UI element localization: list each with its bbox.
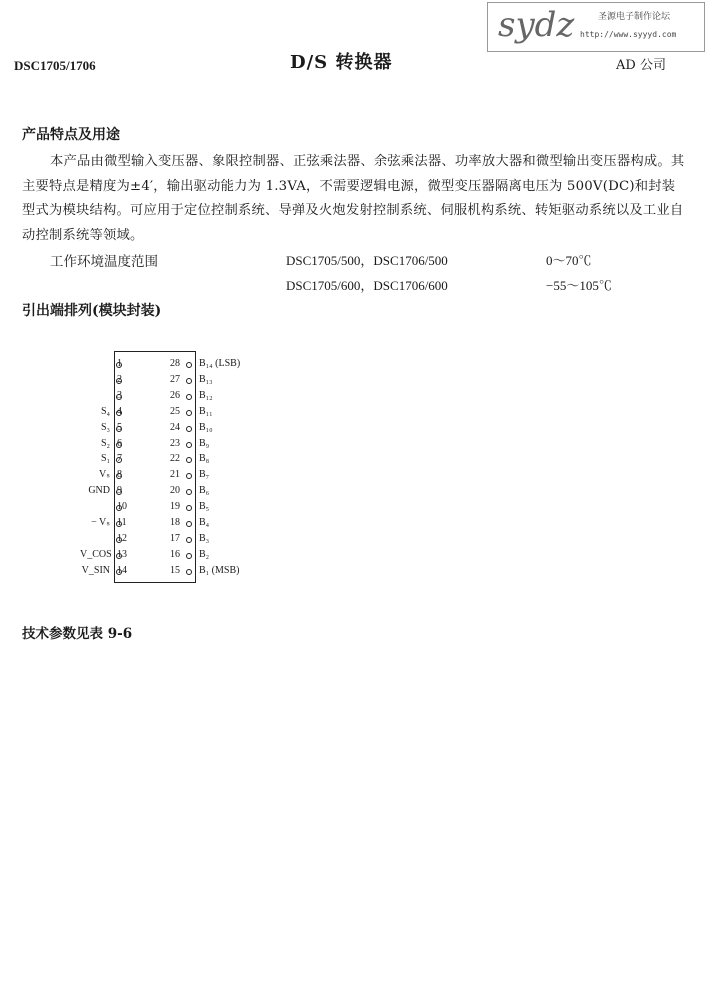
pin-circle-icon	[186, 553, 192, 559]
left-pin-number: 8	[117, 469, 122, 481]
pin-circle-icon	[186, 394, 192, 400]
left-pin-number: 3	[117, 389, 122, 401]
pin-circle-icon	[116, 553, 122, 559]
pin-circle-icon	[116, 362, 122, 368]
pin-circle-icon	[186, 378, 192, 384]
pin-circle-icon	[116, 569, 122, 575]
env-temp-label: 工作环境温度范围	[50, 254, 158, 270]
watermark-name: 圣源电子制作论坛	[598, 12, 671, 22]
right-pin-label: B₁₃	[199, 373, 213, 385]
pinout-heading: 引出端排列(模块封装)	[22, 303, 162, 319]
pin-circle-icon	[116, 521, 122, 527]
pin-circle-icon	[116, 410, 122, 416]
right-pin-number: 22	[170, 453, 180, 465]
pin-circle-icon	[186, 537, 192, 543]
right-pin-number: 23	[170, 437, 180, 449]
left-pin-number: 13	[117, 548, 127, 560]
watermark-logo: sydz	[498, 5, 575, 45]
right-pin-number: 26	[170, 389, 180, 401]
left-pin-number: 5	[117, 421, 122, 433]
left-pin-number: 10	[117, 501, 127, 513]
left-pin-label: S₂	[100, 437, 110, 449]
right-pin-label: B₄	[199, 517, 210, 528]
pin-circle-icon	[186, 521, 192, 527]
left-pin-number: 1	[117, 358, 122, 369]
right-pin-label: B₁₁	[199, 405, 213, 417]
right-pin-number: 20	[170, 485, 180, 497]
right-pin-number: 21	[170, 469, 180, 481]
pin-circle-icon	[116, 442, 122, 448]
left-pin-number: 12	[117, 532, 127, 544]
pin-circle-icon	[186, 426, 192, 432]
right-pin-number: 25	[170, 405, 180, 417]
pin-circle-icon	[116, 394, 122, 400]
left-pin-label: GND	[88, 485, 110, 497]
right-pin-number: 24	[170, 421, 180, 433]
right-pin-label: B₃	[199, 532, 210, 544]
pin-circle-icon	[186, 410, 192, 416]
right-pin-label: B₉	[199, 437, 210, 449]
env-range-row-2: −55～105℃	[546, 278, 612, 293]
right-pin-number: 15	[170, 564, 180, 576]
right-pin-number: 16	[170, 548, 180, 560]
right-pin-label: B₂	[199, 548, 210, 560]
right-pin-label: B₈	[199, 453, 210, 465]
left-pin-label: V_SIN	[81, 564, 110, 576]
left-pin-number: 11	[117, 517, 127, 528]
right-pin-number: 19	[170, 501, 180, 513]
env-range-row-1: 0～70℃	[546, 253, 592, 268]
right-pin-number: 27	[170, 373, 180, 385]
env-models-row-2: DSC1705/600，DSC1706/600	[286, 278, 448, 293]
right-pin-number: 28	[170, 358, 180, 369]
left-pin-number: 14	[117, 564, 127, 576]
left-pin-number: 2	[117, 373, 122, 385]
right-pin-label: B₁₄ (LSB)	[199, 358, 241, 369]
left-pin-number: 9	[117, 485, 122, 497]
right-pin-number: 17	[170, 532, 180, 544]
features-heading: 产品特点及用途	[22, 127, 120, 143]
left-pin-number: 6	[117, 437, 122, 449]
left-pin-label: S₁	[100, 453, 110, 465]
pin-circle-icon	[186, 362, 192, 368]
right-pin-label: B₆	[199, 485, 210, 497]
right-pin-label: B₅	[199, 501, 210, 513]
right-pin-label: B₁₂	[199, 389, 213, 401]
spec-reference: 技术参数见表 9-6	[22, 626, 133, 642]
features-paragraph: 本产品由微型输入变压器、象限控制器、正弦乘法器、余弦乘法器、功率放大器和微型输出变压器构成。其主要特点是精度为±4′，输出驱动能力为 1.3VA，不需要逻辑电源，微型变压器隔离电压为 500V(DC)和封装型式为模块结构。可应用于定位控制系统、导弹及火炮发射控制系统、伺服机构系统、转矩驱动系统以及工业自动控制系统等领域。	[22, 154, 685, 243]
right-pin-number: 18	[170, 517, 180, 528]
pin-circle-icon	[186, 569, 192, 575]
left-pin-label: S₄	[100, 405, 110, 417]
model-code: DSC1705/1706	[14, 58, 96, 73]
env-models-row-1: DSC1705/500，DSC1706/500	[286, 253, 448, 268]
left-pin-label: − Vₛ	[91, 517, 110, 528]
pin-circle-icon	[116, 426, 122, 432]
left-pin-label: V_COS	[80, 548, 112, 560]
left-pin-number: 4	[117, 405, 122, 417]
company-name: AD 公司	[616, 58, 666, 73]
right-pin-label: B₇	[199, 469, 210, 481]
pin-circle-icon	[116, 378, 122, 384]
right-pin-label: B₁ (MSB)	[199, 564, 240, 576]
left-pin-number: 7	[117, 453, 122, 465]
left-pin-label: S₃	[100, 421, 110, 433]
watermark-stamp	[487, 2, 705, 52]
pin-circle-icon	[186, 442, 192, 448]
page-title: D/S 转换器	[290, 52, 393, 73]
watermark-url: http://www.syyyd.com	[580, 30, 677, 39]
pin-circle-icon	[116, 537, 122, 543]
right-pin-label: B₁₀	[199, 421, 213, 433]
left-pin-label: Vₛ	[99, 469, 110, 481]
